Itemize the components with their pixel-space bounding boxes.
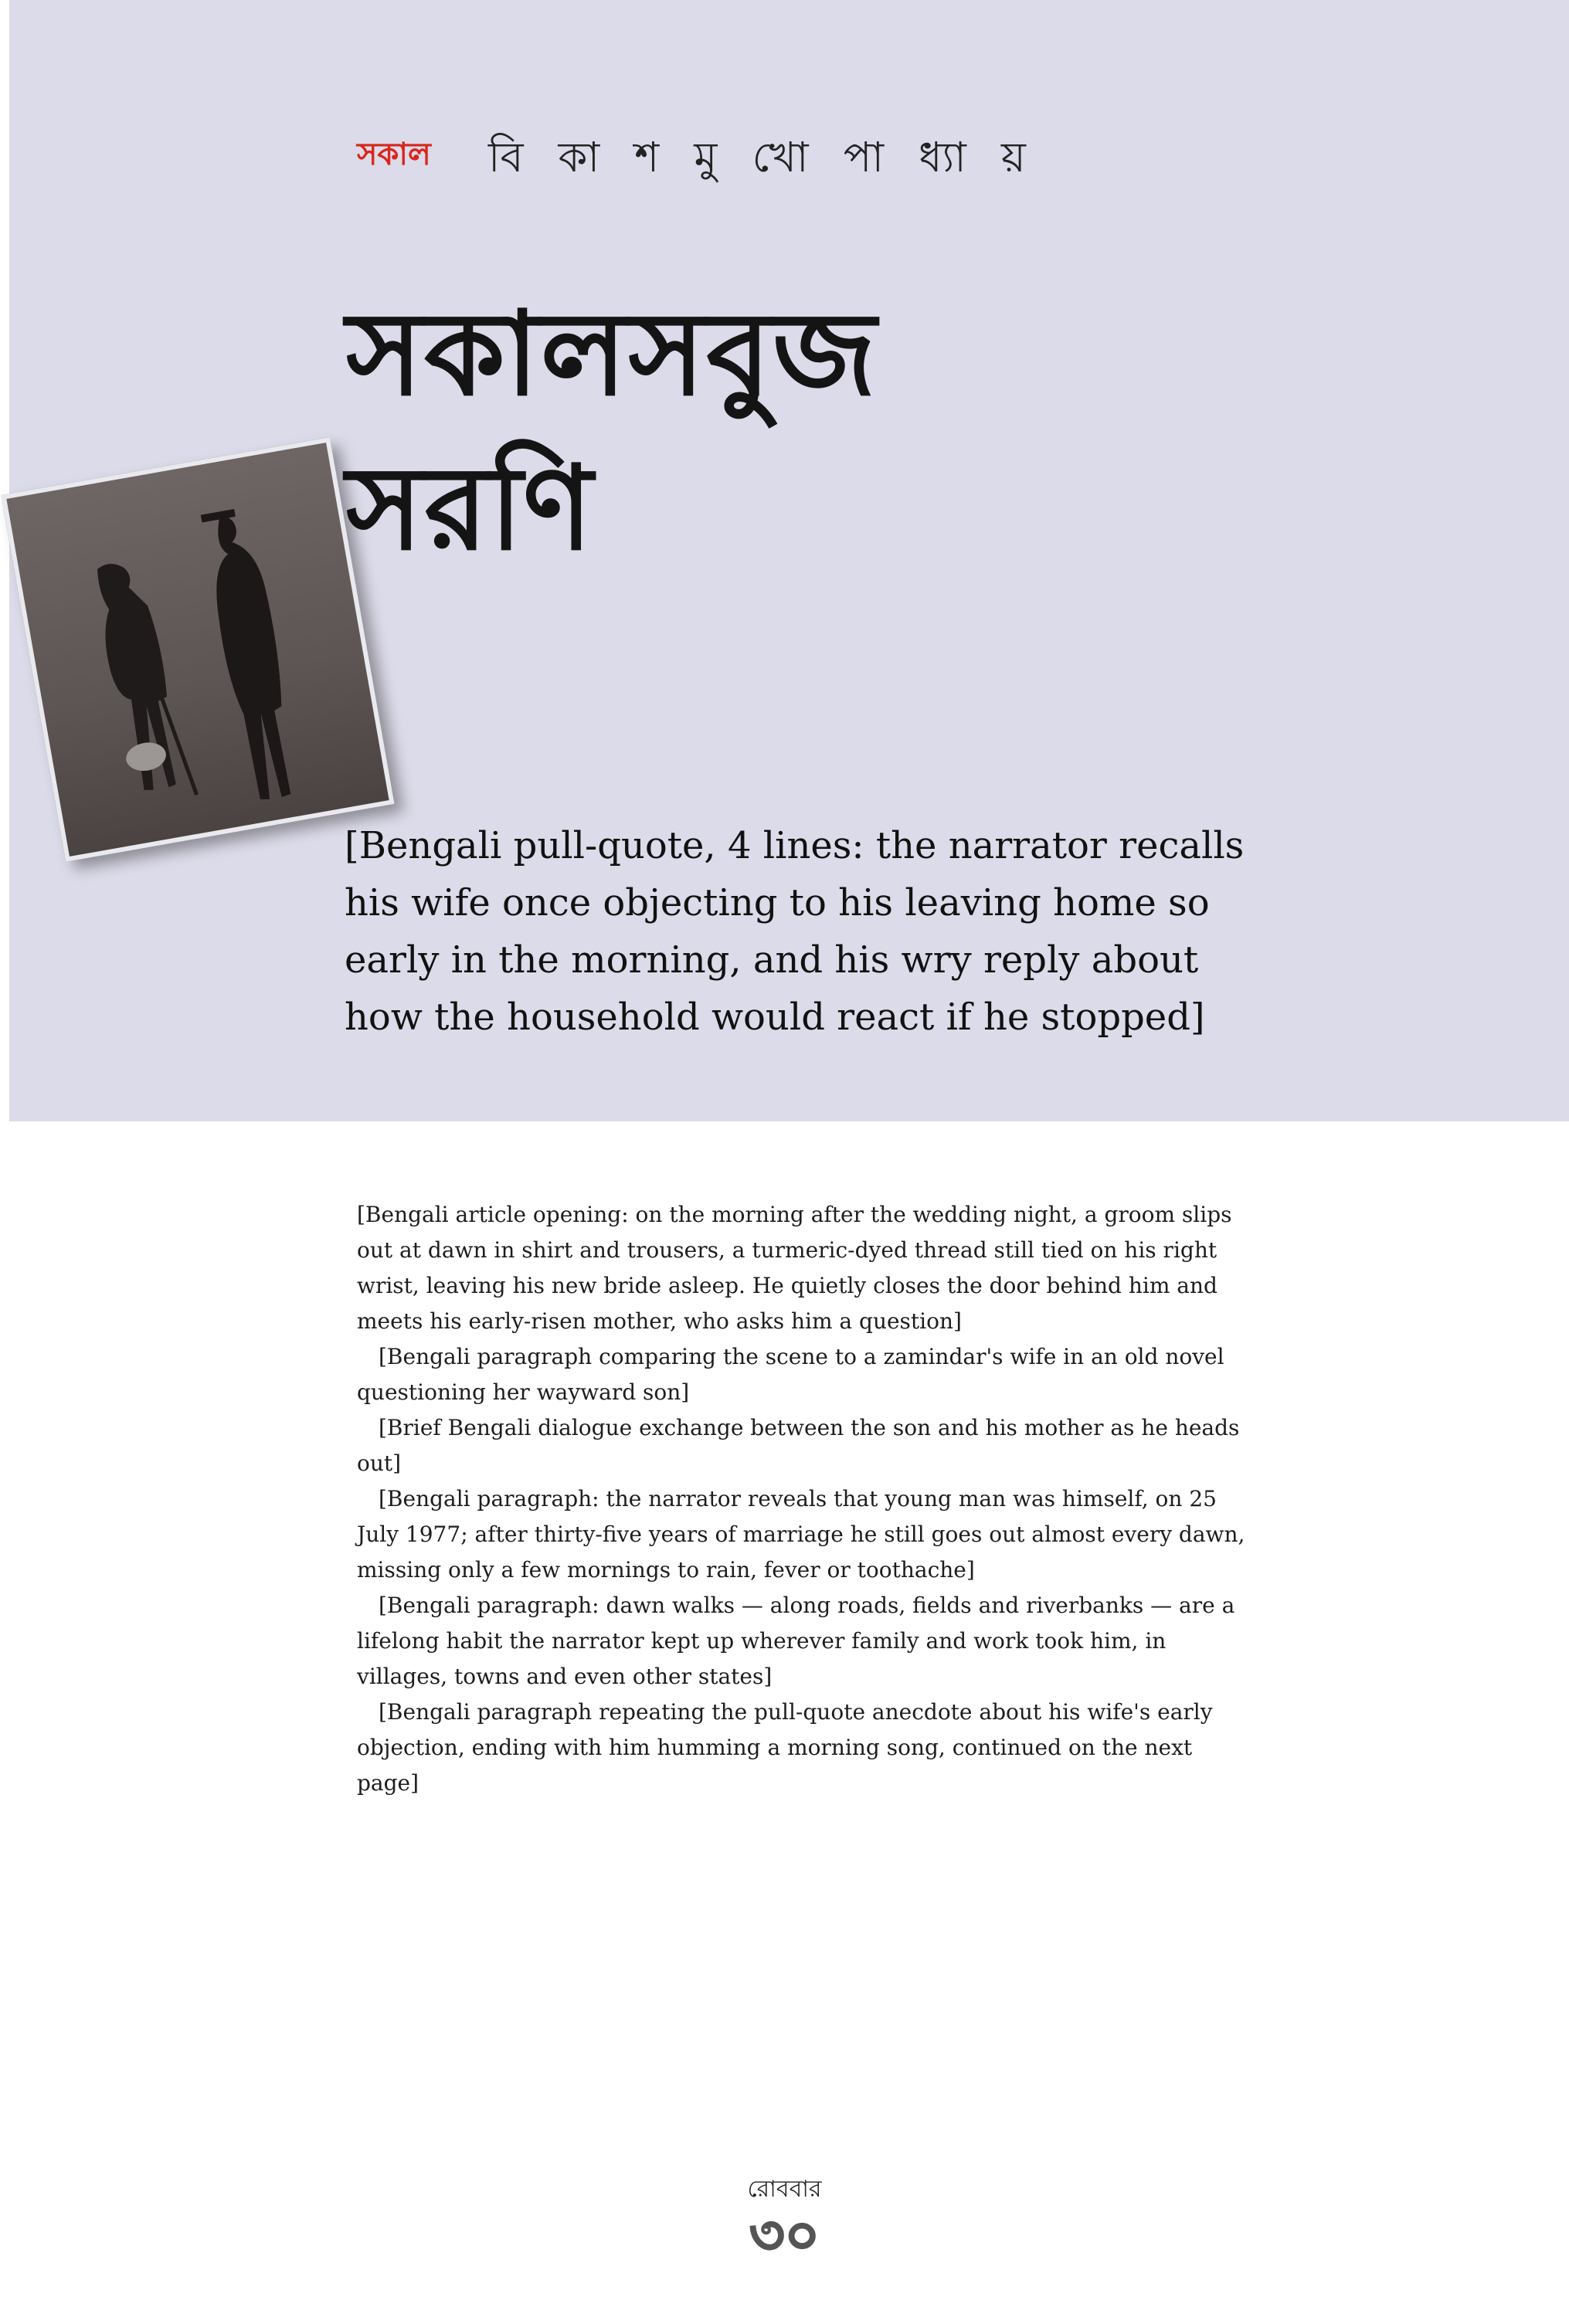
article-paragraph: [Bengali paragraph repeating the pull-quote anecdote about his wife's early objection, ending with him humming a morning song, continued on the next page] xyxy=(357,1699,1213,1796)
article-paragraph: [Bengali paragraph: dawn walks — along roads, fields and riverbanks — are a lifelong habit the narrator kept up wherever family and work took him, in villages, towns and even other states] xyxy=(357,1593,1235,1689)
footer-label: রোববার xyxy=(747,2176,822,2203)
page-number: ৩০ xyxy=(749,2203,820,2267)
title-line-2: সরণি xyxy=(346,440,595,576)
section-tag: সকাল xyxy=(357,137,431,172)
article-paragraph: [Bengali paragraph comparing the scene to a zamindar's wife in an old novel questioning her wayward son] xyxy=(357,1344,1224,1405)
pull-quote: [Bengali pull-quote, 4 lines: the narrator recalls his wife once objecting to his leaving home so early in the morning, and his wry reply about how the household would react if he stopped] xyxy=(345,824,1245,1039)
silhouette-photo xyxy=(1,437,394,862)
author-name: বি কা শ মু খো পা ধ্যা য় xyxy=(488,133,1037,182)
article-paragraph: [Bengali article opening: on the morning after the wedding night, a groom slips out at dawn in shirt and trousers, a turmeric-dyed thread still tied on his right wrist, leaving his new bride asleep. He quietly closes the door behind him and meets his early-risen mother, who asks him a question] xyxy=(357,1202,1232,1334)
article-title xyxy=(346,277,878,585)
title-line-1: সকালসবুজ xyxy=(346,286,878,422)
article-paragraph: [Brief Bengali dialogue exchange between the son and his mother as he heads out] xyxy=(357,1415,1240,1476)
article-body xyxy=(357,1197,1253,1801)
photo-image xyxy=(6,443,389,857)
article-paragraph: [Bengali paragraph: the narrator reveals that young man was himself, on 25 July 1977; after thirty-five years of marriage he still goes out almost every dawn, missing only a few mornings to rain, fever or toothache] xyxy=(357,1486,1245,1583)
